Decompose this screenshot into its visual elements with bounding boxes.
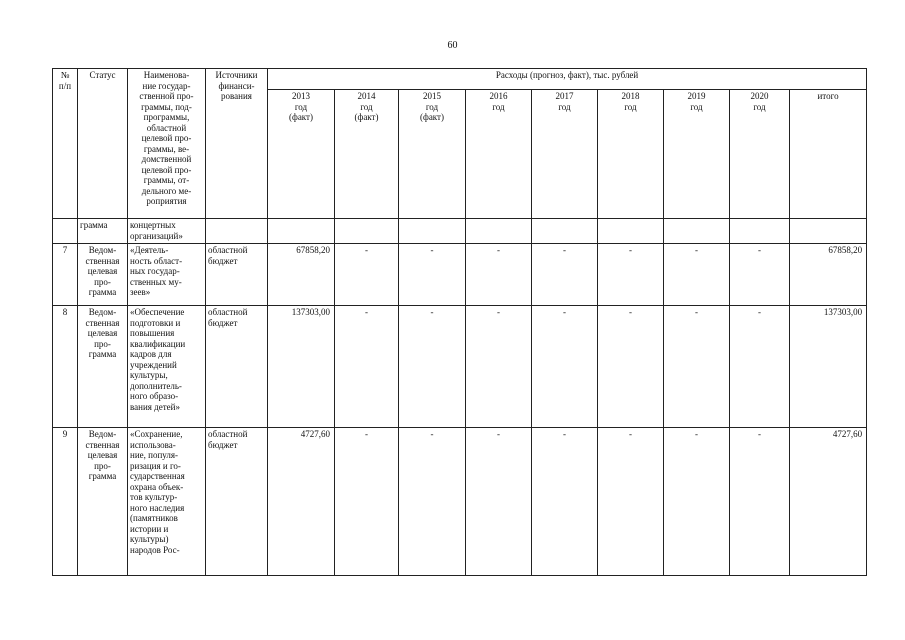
cell-source: областной бюджет (206, 428, 268, 576)
cell-value: - (598, 306, 664, 428)
header-year: 2016 год (466, 90, 532, 219)
header-source: Источники финанси- рования (206, 69, 268, 219)
header-year: 2015 год (факт) (399, 90, 466, 219)
table-row (53, 306, 867, 428)
cell-value: - (335, 306, 399, 428)
header-status: Статус (78, 69, 128, 219)
cell-status: грамма (78, 219, 128, 244)
cell-total: 137303,00 (790, 306, 867, 428)
cell-name: концертных организаций» (128, 219, 206, 244)
header-expenses: Расходы (прогноз, факт), тыс. рублей (268, 69, 867, 90)
cell-name: «Сохранение, использова- ние, популя- ризация и го- сударственная охрана объек- тов культур- ного наследия (памятников истории и культуры) народов Рос- (128, 428, 206, 576)
cell-name: «Деятель- ность област- ных государ- ственных му- зеев» (128, 244, 206, 306)
cell-value: - (730, 306, 790, 428)
cell-value: - (466, 428, 532, 576)
cell-name: «Обеспечение подготовки и повышения квалификации кадров для учреждений культуры, дополнитель- ного образо- вания детей» (128, 306, 206, 428)
cell-source (206, 219, 268, 244)
cell-value: - (399, 306, 466, 428)
cell-value: - (466, 306, 532, 428)
cell-status: Ведом- ственная целевая про- грамма (78, 428, 128, 576)
cell-status: Ведом- ственная целевая про- грамма (78, 306, 128, 428)
page-number: 60 (447, 40, 458, 51)
cell-value: - (335, 244, 399, 306)
cell-value: - (532, 428, 598, 576)
table-row (53, 428, 867, 576)
cell-no: 7 (53, 244, 78, 306)
cell-value: 4727,60 (268, 428, 335, 576)
cell-value: 137303,00 (268, 306, 335, 428)
header-year: 2018 год (598, 90, 664, 219)
cell-no (53, 219, 78, 244)
cell-value: - (730, 428, 790, 576)
cell-source: областной бюджет (206, 306, 268, 428)
cell-value: - (730, 244, 790, 306)
cell-value: - (335, 428, 399, 576)
cell-value: - (399, 244, 466, 306)
cell-value: - (664, 244, 730, 306)
cell-value: - (399, 428, 466, 576)
header-name: Наименова- ние государ- ственной про- граммы, под- программы, областной целевой про- граммы, ве- домственной целевой про- граммы, от- дельного ме- роприятия (128, 69, 206, 219)
cell-source: областной бюджет (206, 244, 268, 306)
header-year: 2020 год (730, 90, 790, 219)
cell-status: Ведом- ственная целевая про- грамма (78, 244, 128, 306)
cell-total: 4727,60 (790, 428, 867, 576)
budget-table (52, 68, 867, 576)
cell-value: 67858,20 (268, 244, 335, 306)
cell-value: - (598, 244, 664, 306)
header-row (53, 69, 867, 90)
table-row (53, 244, 867, 306)
cell-total: 67858,20 (790, 244, 867, 306)
header-total: итого (790, 90, 867, 219)
cell-no: 9 (53, 428, 78, 576)
header-year: 2014 год (факт) (335, 90, 399, 219)
cell-value: - (664, 428, 730, 576)
cell-no: 8 (53, 306, 78, 428)
cell-value: - (532, 244, 598, 306)
header-year: 2017 год (532, 90, 598, 219)
cell-value: - (664, 306, 730, 428)
cell-value: - (598, 428, 664, 576)
header-no: № п/п (53, 69, 78, 219)
cell-value: - (466, 244, 532, 306)
continuation-row (53, 219, 867, 244)
cell-value: - (532, 306, 598, 428)
header-year: 2019 год (664, 90, 730, 219)
header-year: 2013 год (факт) (268, 90, 335, 219)
